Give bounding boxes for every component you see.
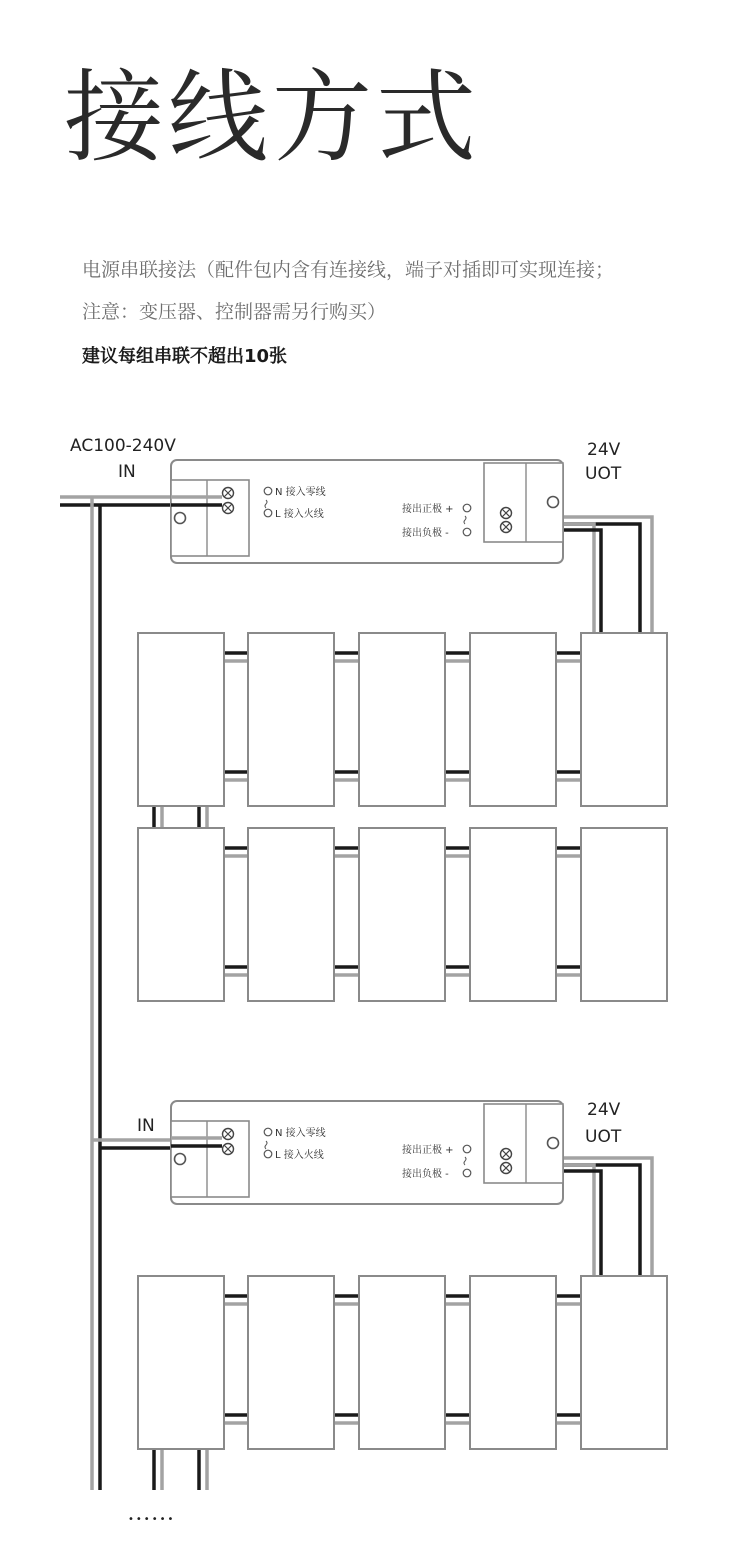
negative-terminal-icon bbox=[463, 528, 471, 536]
light-panel bbox=[138, 828, 224, 1001]
n-terminal-label: N 接入零线 bbox=[275, 487, 326, 498]
positive-terminal-icon bbox=[463, 1145, 471, 1153]
output-voltage-label-1: 24V bbox=[587, 440, 621, 460]
n-terminal-icon bbox=[264, 1128, 272, 1136]
light-panel bbox=[359, 828, 445, 1001]
description-line-2: 注意：变压器、控制器需另行购买） bbox=[82, 301, 387, 323]
n-terminal-icon bbox=[264, 487, 272, 495]
light-panel bbox=[359, 633, 445, 806]
input-in-label-2: IN bbox=[137, 1116, 155, 1136]
light-panel bbox=[581, 1276, 667, 1449]
light-panel bbox=[138, 633, 224, 806]
light-panel bbox=[581, 828, 667, 1001]
light-panel bbox=[248, 633, 334, 806]
light-panels bbox=[138, 633, 667, 1449]
l-terminal-label: L 接入火线 bbox=[275, 509, 324, 520]
light-panel bbox=[470, 633, 556, 806]
output-voltage-label-2: 24V bbox=[587, 1100, 621, 1120]
panel-row-3 bbox=[138, 1276, 667, 1449]
series-limit-note: 建议每组串联不超出10张 bbox=[82, 346, 288, 367]
negative-terminal-label: 接出负极 - bbox=[402, 1169, 449, 1180]
l-terminal-label: L 接入火线 bbox=[275, 1150, 324, 1161]
light-panel bbox=[470, 1276, 556, 1449]
light-panel bbox=[359, 1276, 445, 1449]
positive-terminal-icon bbox=[463, 504, 471, 512]
negative-terminal-icon bbox=[463, 1169, 471, 1177]
page-title: 接线方式 bbox=[64, 59, 480, 176]
panel-row-2 bbox=[138, 828, 667, 1001]
input-in-label-1: IN bbox=[118, 462, 136, 482]
l-terminal-icon bbox=[264, 509, 272, 517]
terminal-screw bbox=[175, 513, 186, 524]
led-driver-1 bbox=[171, 460, 563, 563]
light-panel bbox=[248, 1276, 334, 1449]
l-terminal-icon bbox=[264, 1150, 272, 1158]
negative-terminal-label: 接出负极 - bbox=[402, 528, 449, 539]
light-panel bbox=[470, 828, 556, 1001]
description-line-1: 电源串联接法（配件包内含有连接线，端子对插即可实现连接； bbox=[82, 259, 615, 281]
terminal-screw bbox=[548, 1138, 559, 1149]
light-panel bbox=[248, 828, 334, 1001]
input-voltage-label: AC100-240V bbox=[70, 436, 176, 456]
positive-terminal-label: 接出正极 + bbox=[402, 504, 454, 515]
panel-row-1 bbox=[138, 633, 667, 806]
continuation-dots: •••••• bbox=[128, 1514, 176, 1525]
light-panel bbox=[581, 633, 667, 806]
output-uot-label-2: UOT bbox=[585, 1127, 622, 1147]
output-uot-label-1: UOT bbox=[585, 464, 622, 484]
terminal-screw bbox=[548, 497, 559, 508]
positive-terminal-label: 接出正极 + bbox=[402, 1145, 454, 1156]
led-driver-2 bbox=[171, 1101, 563, 1204]
terminal-screw bbox=[175, 1154, 186, 1165]
light-panel bbox=[138, 1276, 224, 1449]
n-terminal-label: N 接入零线 bbox=[275, 1128, 326, 1139]
